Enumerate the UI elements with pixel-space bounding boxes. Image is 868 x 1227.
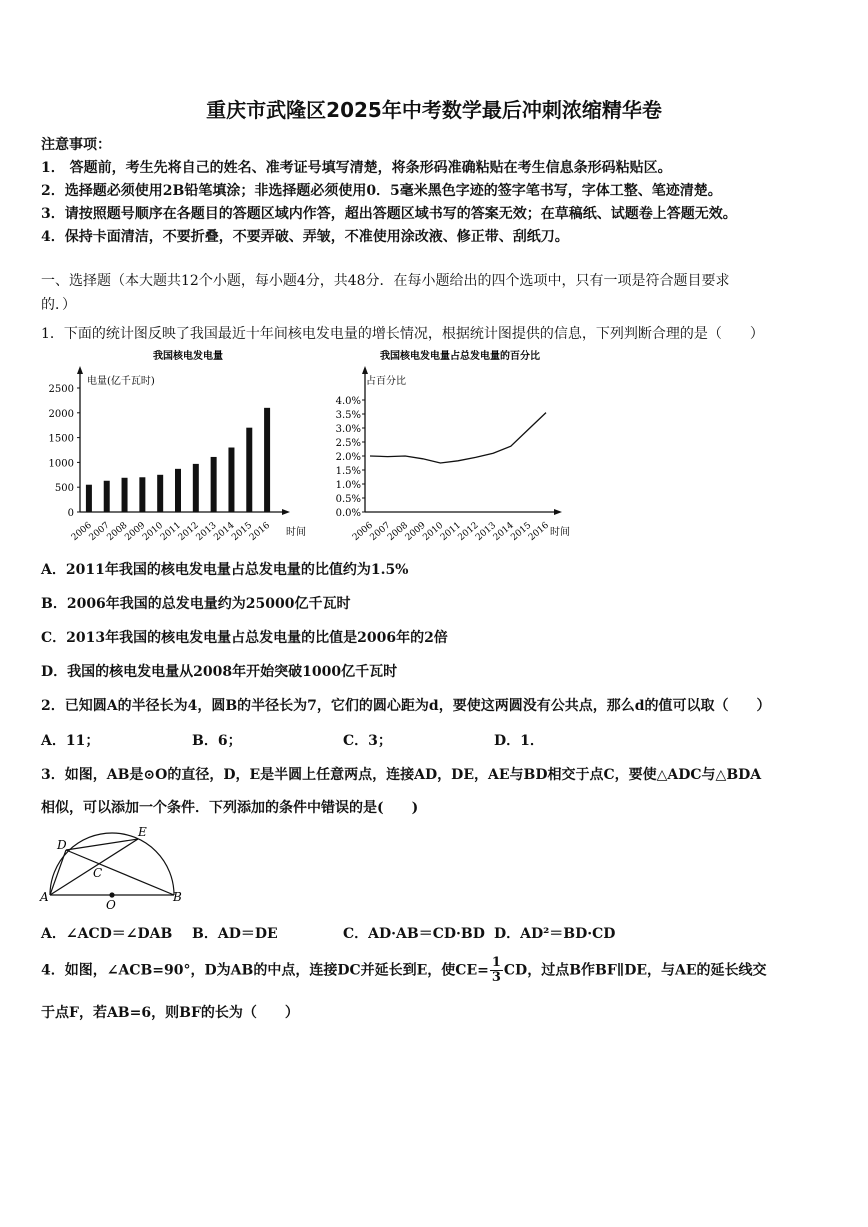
line-chart bbox=[322, 342, 584, 547]
bar bbox=[139, 477, 145, 512]
label-e: E bbox=[138, 825, 147, 839]
label-b: B bbox=[173, 890, 182, 904]
q1-option-d[interactable]: D．我国的核电发电量从2008年开始突破1000亿千瓦时 bbox=[41, 664, 398, 680]
q3-option-b[interactable]: B．AD＝DE bbox=[192, 926, 278, 942]
line-y-tick-label: 4.0% bbox=[335, 396, 361, 407]
q2-option-d[interactable]: D．1． bbox=[494, 733, 544, 749]
center-point-o bbox=[109, 892, 114, 897]
q2-option-c[interactable]: C．3； bbox=[343, 733, 392, 749]
q2-option-a[interactable]: A．11； bbox=[41, 733, 100, 749]
q4-fraction-num: 1 bbox=[491, 955, 501, 970]
q2-option-b[interactable]: B．6； bbox=[192, 733, 242, 749]
bar bbox=[122, 478, 128, 512]
label-a: A bbox=[40, 890, 49, 904]
bar-x-tick-label: 2016 bbox=[248, 520, 273, 544]
line-x-tick-label: 2007 bbox=[368, 520, 393, 544]
line-x-tick-label: 2011 bbox=[438, 520, 463, 544]
notice-item-4: 4．保持卡面清洁，不要折叠，不要弄破、弄皱，不准使用涂改液、修正带、刮纸刀。 bbox=[41, 229, 569, 245]
line-chart-xlabel: 时间 bbox=[550, 527, 570, 538]
line-y-tick-label: 1.5% bbox=[335, 466, 361, 477]
question-3-stem-line2: 相似，可以添加一个条件．下列添加的条件中错误的是( ) bbox=[41, 800, 419, 816]
bar bbox=[193, 464, 199, 512]
q1-option-a[interactable]: A．2011年我国的核电发电量占总发电量的比值约为1.5% bbox=[41, 562, 409, 578]
bar-x-tick-label: 2011 bbox=[158, 520, 183, 544]
bar-y-tick-label: 2000 bbox=[48, 408, 74, 420]
segment-ad bbox=[50, 850, 66, 895]
bar-y-tick-label: 1000 bbox=[48, 458, 74, 470]
notice-item-2: 2．选择题必须使用2B铅笔填涂；非选择题必须使用0．5毫米黑色字迹的签字笔书写，字体工整、笔迹清楚。 bbox=[41, 183, 722, 199]
bar-y-tick-label: 500 bbox=[54, 483, 74, 495]
bar bbox=[228, 448, 234, 512]
bar-x-tick-label: 2010 bbox=[141, 520, 166, 544]
label-o: O bbox=[106, 898, 116, 912]
line-x-tick-label: 2013 bbox=[474, 520, 499, 544]
line-y-tick-label: 0.5% bbox=[335, 494, 361, 505]
bar bbox=[157, 475, 163, 512]
question-4-stem-line2: 于点F，若AB=6，则BF的长为（ ） bbox=[41, 1005, 299, 1021]
bar-chart-ylabel: 电量(亿千瓦时) bbox=[87, 376, 155, 387]
bar-x-tick-label: 2015 bbox=[230, 520, 255, 544]
bar-chart-x-arrow bbox=[282, 509, 290, 515]
line-x-tick-label: 2009 bbox=[403, 520, 428, 544]
line-chart-x-arrow bbox=[554, 509, 562, 515]
bar-chart bbox=[40, 342, 320, 547]
label-d: D bbox=[57, 838, 67, 852]
notice-heading: 注意事项： bbox=[41, 137, 111, 153]
bar-y-tick-label: 0 bbox=[67, 508, 74, 519]
q1-option-b[interactable]: B．2006年我国的总发电量约为25000亿千瓦时 bbox=[41, 596, 351, 612]
q3-option-c[interactable]: C．AD·AB＝CD·BD bbox=[343, 926, 485, 942]
line-x-tick-label: 2010 bbox=[421, 520, 446, 544]
question-4-stem-line1 bbox=[41, 956, 767, 985]
q3-option-d[interactable]: D．AD²＝BD·CD bbox=[494, 926, 616, 942]
bar-y-tick-label: 1500 bbox=[48, 433, 74, 445]
page-title: 重庆市武隆区2025年中考数学最后冲刺浓缩精华卷 bbox=[206, 98, 662, 122]
bar bbox=[264, 408, 270, 512]
line-chart-ylabel: 占百分比 bbox=[366, 376, 406, 387]
line-chart-y-arrow bbox=[362, 366, 368, 374]
line-x-tick-label: 2016 bbox=[526, 520, 551, 544]
bar bbox=[211, 457, 217, 512]
line-y-tick-label: 2.0% bbox=[335, 452, 361, 463]
line-y-tick-label: 1.0% bbox=[335, 480, 361, 491]
semicircle-figure bbox=[36, 822, 186, 912]
line-x-tick-label: 2014 bbox=[491, 520, 516, 544]
bar-x-tick-label: 2007 bbox=[87, 520, 112, 544]
q4-fraction bbox=[490, 956, 503, 985]
line-x-tick-label: 2012 bbox=[456, 520, 481, 544]
q1-option-c[interactable]: C．2013年我国的核电发电量占总发电量的比值是2006年的2倍 bbox=[41, 630, 448, 646]
notice-item-1: 1． 答题前，考生先将自己的姓名、准考证号填写清楚，将条形码准确粘贴在考生信息条形码粘贴区。 bbox=[41, 160, 672, 176]
bar-chart-y-arrow bbox=[77, 366, 83, 374]
bar bbox=[246, 428, 252, 512]
section-heading-line1: 一、选择题（本大题共12个小题，每小题4分，共48分．在每小题给出的四个选项中，只有一项是符合题目要求 bbox=[41, 273, 730, 289]
bar-x-tick-label: 2009 bbox=[123, 520, 148, 544]
bar-y-tick-label: 2500 bbox=[48, 384, 74, 395]
bar-x-tick-label: 2012 bbox=[176, 520, 201, 544]
question-2-stem: 2．已知圆A的半径长为4，圆B的半径长为7，它们的圆心距为d，要使这两圆没有公共点，那么d的值可以取（ ） bbox=[41, 698, 771, 714]
line-x-tick-label: 2006 bbox=[350, 520, 375, 544]
bar-x-tick-label: 2008 bbox=[105, 520, 130, 544]
q3-option-a[interactable]: A．∠ACD＝∠DAB bbox=[41, 926, 173, 942]
section-heading-line2: 的．） bbox=[41, 297, 76, 313]
question-1-stem: 1．下面的统计图反映了我国最近十年间核电发电量的增长情况，根据统计图提供的信息，下列判断合理的是（ ） bbox=[41, 326, 764, 342]
question-3-stem-line1: 3．如图，AB是⊙O的直径，D，E是半圆上任意两点，连接AD，DE，AE与BD相交于点C，要使△ADC与△BDA bbox=[41, 767, 762, 783]
line-y-tick-label: 0.0% bbox=[335, 508, 361, 519]
line-y-tick-label: 3.5% bbox=[335, 410, 361, 421]
bar-x-tick-label: 2013 bbox=[194, 520, 219, 544]
bar bbox=[104, 481, 110, 512]
line-y-tick-label: 3.0% bbox=[335, 424, 361, 435]
line-chart-title: 我国核电发电量占总发电量的百分比 bbox=[380, 351, 540, 362]
line-y-tick-label: 2.5% bbox=[335, 438, 361, 449]
bar-x-tick-label: 2006 bbox=[69, 520, 94, 544]
q4-fraction-den: 3 bbox=[491, 970, 501, 985]
bar-chart-title: 我国核电发电量 bbox=[153, 351, 223, 362]
line-series bbox=[370, 413, 546, 463]
bar-x-tick-label: 2014 bbox=[212, 520, 237, 544]
label-c: C bbox=[93, 866, 103, 880]
notice-item-3: 3．请按照题号顺序在各题目的答题区域内作答，超出答题区域书写的答案无效；在草稿纸、试题卷上答题无效。 bbox=[41, 206, 737, 222]
line-x-tick-label: 2015 bbox=[509, 520, 534, 544]
segment-bd bbox=[66, 850, 174, 895]
bar bbox=[86, 485, 92, 512]
q4-stem-part-b: CD，过点B作BF∥DE，与AE的延长线交 bbox=[503, 962, 767, 979]
semicircle-arc bbox=[50, 833, 174, 895]
bar-chart-xlabel: 时间 bbox=[286, 527, 306, 538]
q4-stem-part-a: 4．如图，∠ACB=90°，D为AB的中点，连接DC并延长到E，使CE= bbox=[41, 962, 489, 979]
bar bbox=[175, 469, 181, 512]
line-x-tick-label: 2008 bbox=[386, 520, 411, 544]
